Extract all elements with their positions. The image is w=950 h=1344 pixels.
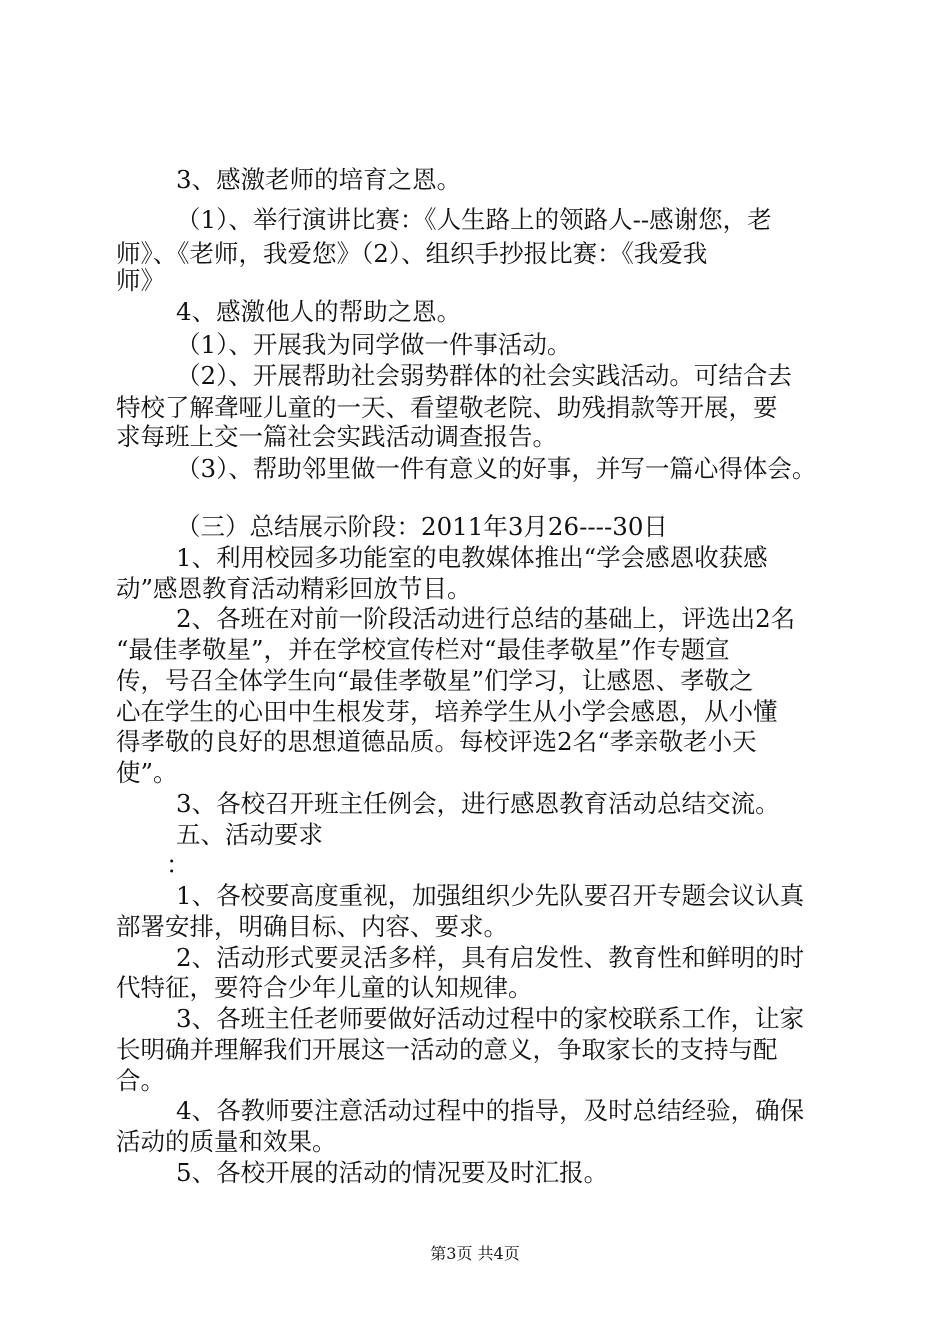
text-line: 使”。 bbox=[116, 758, 178, 787]
text-line: 传，号召全体学生向“最佳孝敬星”们学习，让感恩、孝敬之 bbox=[116, 666, 754, 695]
text-line: 师》、《老师，我爱您》（2）、组织手抄报比赛：《我爱我 bbox=[116, 239, 708, 268]
text-line: ： bbox=[166, 850, 191, 879]
text-line: 长明确并理解我们开展这一活动的意义，争取家长的支持与配 bbox=[116, 1035, 778, 1064]
text-line: 3、感激老师的培育之恩。 bbox=[176, 165, 462, 194]
text-line: （3）、帮助邻里做一件有意义的好事，并写一篇心得体会。 bbox=[176, 454, 817, 483]
text-line: 4、各教师要注意活动过程中的指导，及时总结经验，确保 bbox=[176, 1096, 805, 1125]
text-line: 心在学生的心田中生根发芽，培养学生从小学会感恩，从小懂 bbox=[116, 697, 778, 726]
section-heading: （三）总结展示阶段：2011年3月26----30日 bbox=[176, 512, 668, 541]
text-line: 2、活动形式要灵活多样，具有启发性、教育性和鲜明的时 bbox=[176, 943, 805, 972]
section-heading: 五、活动要求 bbox=[176, 820, 323, 849]
text-line: 3、各班主任老师要做好活动过程中的家校联系工作，让家 bbox=[176, 1004, 805, 1033]
text-line: 特校了解聋哑儿童的一天、看望敬老院、助残捐款等开展，要 bbox=[116, 393, 778, 422]
page-number-footer: 第3页 共4页 bbox=[430, 1244, 520, 1263]
text-line: （1）、举行演讲比赛：《人生路上的领路人--感谢您，老 bbox=[176, 205, 772, 234]
text-line: 得孝敬的良好的思想道德品质。每校评选2名“孝亲敬老小天 bbox=[116, 727, 757, 756]
text-line: 代特征，要符合少年儿童的认知规律。 bbox=[116, 973, 533, 1002]
text-line: 1、利用校园多功能室的电教媒体推出“学会感恩收获感 bbox=[176, 543, 768, 572]
text-line: 4、感激他人的帮助之恩。 bbox=[176, 297, 462, 326]
text-line: 5、各校开展的活动的情况要及时汇报。 bbox=[176, 1158, 609, 1187]
text-line: 求每班上交一篇社会实践活动调查报告。 bbox=[116, 422, 557, 451]
text-line: 3、各校召开班主任例会，进行感恩教育活动总结交流。 bbox=[176, 789, 780, 818]
text-line: 合。 bbox=[116, 1066, 165, 1095]
text-line: 活动的质量和效果。 bbox=[116, 1127, 337, 1156]
text-line: 1、各校要高度重视，加强组织少先队要召开专题会议认真 bbox=[176, 881, 805, 910]
text-line: 师》 bbox=[116, 266, 165, 295]
text-line: 部署安排，明确目标、内容、要求。 bbox=[116, 912, 508, 941]
text-line: （2）、开展帮助社会弱势群体的社会实践活动。可结合去 bbox=[176, 361, 792, 390]
text-line: （1）、开展我为同学做一件事活动。 bbox=[176, 330, 572, 359]
text-line: 2、各班在对前一阶段活动进行总结的基础上，评选出2名 bbox=[176, 604, 796, 633]
text-line: 动”感恩教育活动精彩回放节目。 bbox=[116, 574, 472, 603]
text-line: “最佳孝敬星”，并在学校宣传栏对“最佳孝敬星”作专题宣 bbox=[116, 635, 730, 664]
